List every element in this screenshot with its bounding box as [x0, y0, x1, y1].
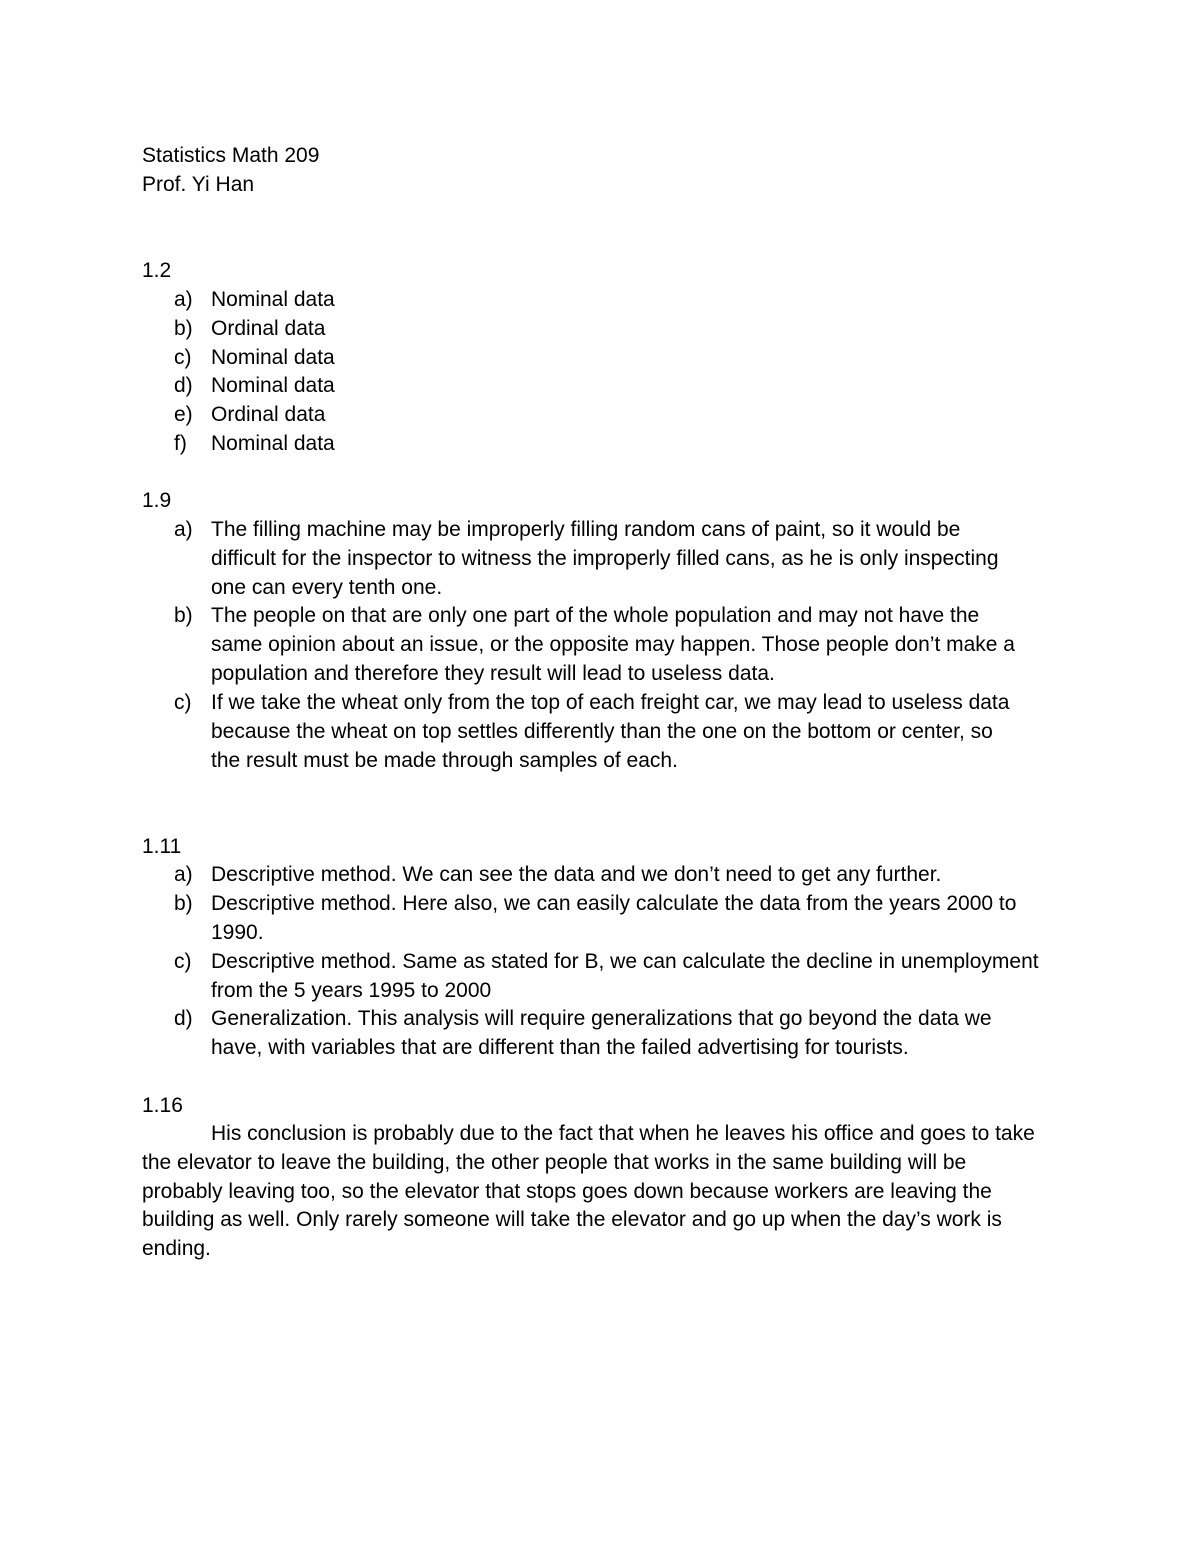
item-letter: b): [174, 317, 193, 340]
section-number: 1.2: [142, 259, 172, 282]
item-letter: a): [174, 288, 193, 311]
answer-paragraph: [142, 1120, 1072, 1264]
item-letter: d): [174, 374, 193, 397]
list-item: [211, 1005, 1071, 1063]
paragraph-line: probably leaving too, so the elevator that stops goes down because workers are leaving the: [142, 1179, 992, 1203]
item-line: population and therefore they result will lead to useless data.: [211, 661, 775, 685]
list-item: [211, 315, 1071, 344]
paragraph-line: building as well. Only rarely someone will take the elevator and go up when the day’s work is: [142, 1208, 1002, 1232]
item-line: from the 5 years 1995 to 2000: [211, 978, 492, 1002]
item-line: Descriptive method. Here also, we can easily calculate the data from the years 2000 to: [211, 892, 1017, 915]
item-line: the result must be made through samples of each.: [211, 748, 678, 772]
item-letter: f): [174, 432, 187, 455]
course-title: Statistics Math 209: [142, 144, 320, 167]
section-number: 1.16: [142, 1094, 183, 1117]
item-line: Ordinal data: [211, 317, 326, 340]
item-line: difficult for the inspector to witness the improperly filled cans, as he is only inspecting: [211, 546, 999, 570]
paragraph-line: ending.: [142, 1237, 211, 1261]
paragraph-line: the elevator to leave the building, the other people that works in the same building will be: [142, 1150, 967, 1174]
paragraph-line: His conclusion is probably due to the fact that when he leaves his office and goes to take: [211, 1122, 1035, 1145]
item-letter: d): [174, 1007, 193, 1030]
list-item: [211, 689, 1071, 775]
list-item: [211, 602, 1071, 688]
item-letter: b): [174, 892, 193, 915]
item-letter: c): [174, 346, 192, 369]
item-line: because the wheat on top settles differently than the one on the bottom or center, so: [211, 719, 993, 743]
item-line: Ordinal data: [211, 403, 326, 426]
item-letter: c): [174, 691, 192, 714]
list-item: [211, 861, 1071, 890]
item-line: The filling machine may be improperly filling random cans of paint, so it would be: [211, 518, 961, 541]
item-letter: a): [174, 863, 193, 886]
list-item: [211, 286, 1071, 315]
item-line: If we take the wheat only from the top of each freight car, we may lead to useless data: [211, 691, 1010, 714]
item-line: Descriptive method. Same as stated for B, we can calculate the decline in unemployment: [211, 950, 1039, 973]
list-item: [211, 516, 1071, 602]
section-number: 1.9: [142, 489, 172, 512]
item-line: 1990.: [211, 920, 264, 944]
item-line: Nominal data: [211, 346, 335, 369]
professor-name: Prof. Yi Han: [142, 173, 255, 196]
list-item: [211, 401, 1071, 430]
item-line: Descriptive method. We can see the data and we don’t need to get any further.: [211, 863, 942, 886]
item-letter: e): [174, 403, 193, 426]
item-line: Nominal data: [211, 374, 335, 397]
item-letter: b): [174, 604, 193, 627]
item-line: Nominal data: [211, 288, 335, 311]
list-item: [211, 372, 1071, 401]
item-line: same opinion about an issue, or the opposite may happen. Those people don’t make a: [211, 632, 1015, 656]
item-line: The people on that are only one part of the whole population and may not have the: [211, 604, 980, 627]
section-number: 1.11: [142, 835, 182, 858]
list-item: [211, 948, 1071, 1006]
item-line: Generalization. This analysis will require generalizations that go beyond the data we: [211, 1007, 992, 1030]
item-letter: a): [174, 518, 193, 541]
list-item: [211, 890, 1071, 948]
item-line: have, with variables that are different than the failed advertising for tourists.: [211, 1035, 909, 1059]
list-item: [211, 344, 1071, 373]
item-line: one can every tenth one.: [211, 575, 443, 599]
item-line: Nominal data: [211, 432, 335, 455]
item-letter: c): [174, 950, 192, 973]
list-item: [211, 430, 1071, 459]
